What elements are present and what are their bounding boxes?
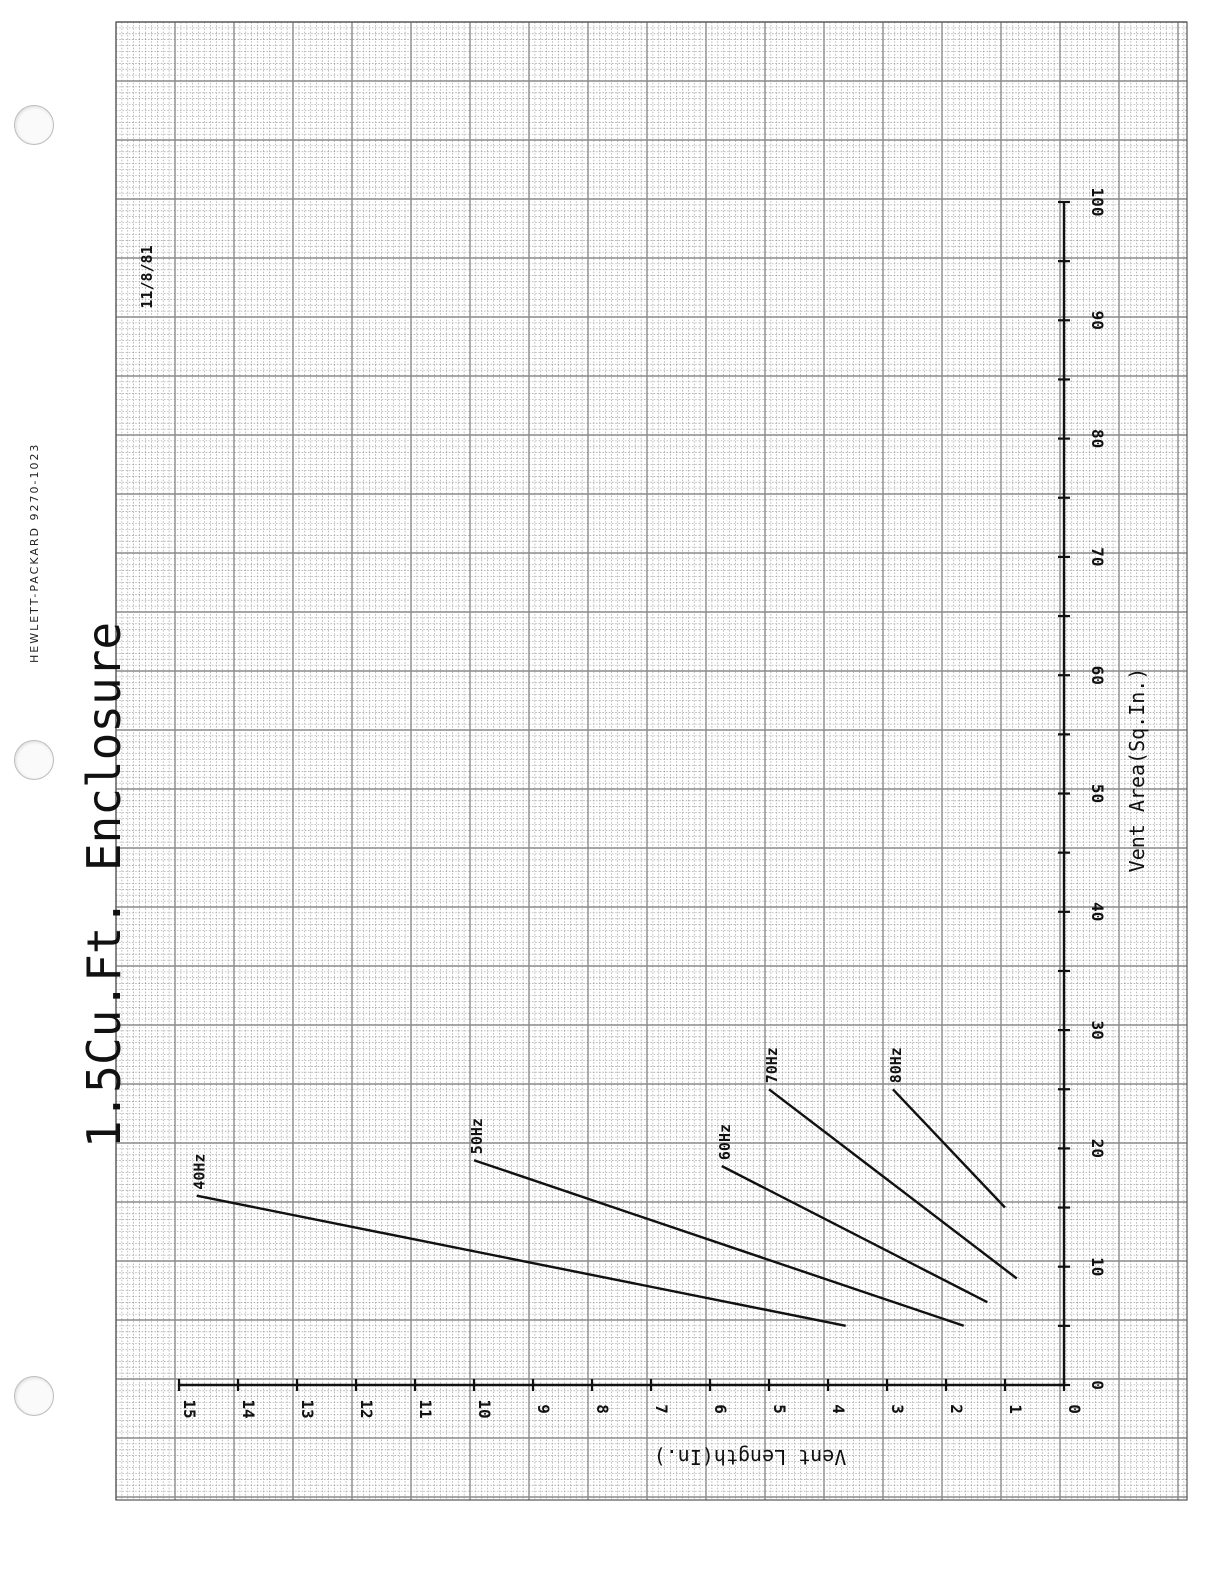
series-line-80hz (893, 1089, 1005, 1207)
length-tick-label: 6 (711, 1404, 730, 1414)
area-tick-label: 80 (1088, 428, 1107, 449)
length-tick-label: 13 (298, 1399, 317, 1419)
graph-paper-grid (116, 22, 1187, 1500)
area-tick-label: 60 (1088, 665, 1107, 685)
area-tick-label: 100 (1088, 187, 1107, 217)
length-tick-label: 14 (239, 1399, 258, 1419)
series-label-60hz: 60Hz (715, 1123, 734, 1161)
area-tick-label: 50 (1088, 783, 1107, 804)
chart-date: 11/8/81 (138, 245, 156, 309)
length-tick-label: 2 (947, 1404, 966, 1414)
series-label-50hz: 50Hz (468, 1118, 486, 1155)
area-tick-label: 0 (1088, 1380, 1107, 1390)
printer-imprint: HEWLETT-PACKARD 9270-1023 (28, 442, 41, 663)
length-tick-label: 3 (888, 1404, 907, 1414)
length-tick-label: 15 (180, 1399, 199, 1419)
length-tick-label: 4 (829, 1404, 848, 1414)
series-label-80hz: 80Hz (886, 1047, 905, 1084)
length-tick-label: 1 (1006, 1404, 1025, 1414)
vent-area-axis-label: Vent Area(Sq.In.) (1125, 667, 1149, 873)
chart-title: 1.5Cu.Ft. Enclosure (77, 621, 131, 1149)
length-tick-label: 5 (770, 1404, 789, 1414)
area-tick-label: 70 (1088, 547, 1107, 567)
series-label-40hz: 40Hz (190, 1153, 209, 1190)
area-tick-label: 10 (1088, 1257, 1107, 1277)
chart-text (77, 188, 1149, 1469)
length-tick-label: 11 (416, 1399, 435, 1419)
length-tick-label: 10 (475, 1399, 494, 1419)
area-tick-label: 20 (1088, 1138, 1107, 1159)
grid-border (116, 22, 1187, 1500)
length-tick-label: 7 (652, 1404, 671, 1414)
length-tick-label: 12 (357, 1399, 376, 1419)
length-tick-label: 9 (534, 1404, 553, 1414)
length-tick-label: 8 (593, 1404, 612, 1414)
area-tick-label: 30 (1088, 1020, 1107, 1040)
vent-length-axis-label: Vent Length(In.) (653, 1445, 847, 1469)
series-label-70hz: 70Hz (763, 1047, 781, 1084)
area-tick-label: 90 (1088, 310, 1107, 330)
series-line-60hz (722, 1166, 988, 1302)
length-tick-label: 0 (1065, 1404, 1084, 1414)
area-tick-label: 40 (1088, 902, 1107, 922)
